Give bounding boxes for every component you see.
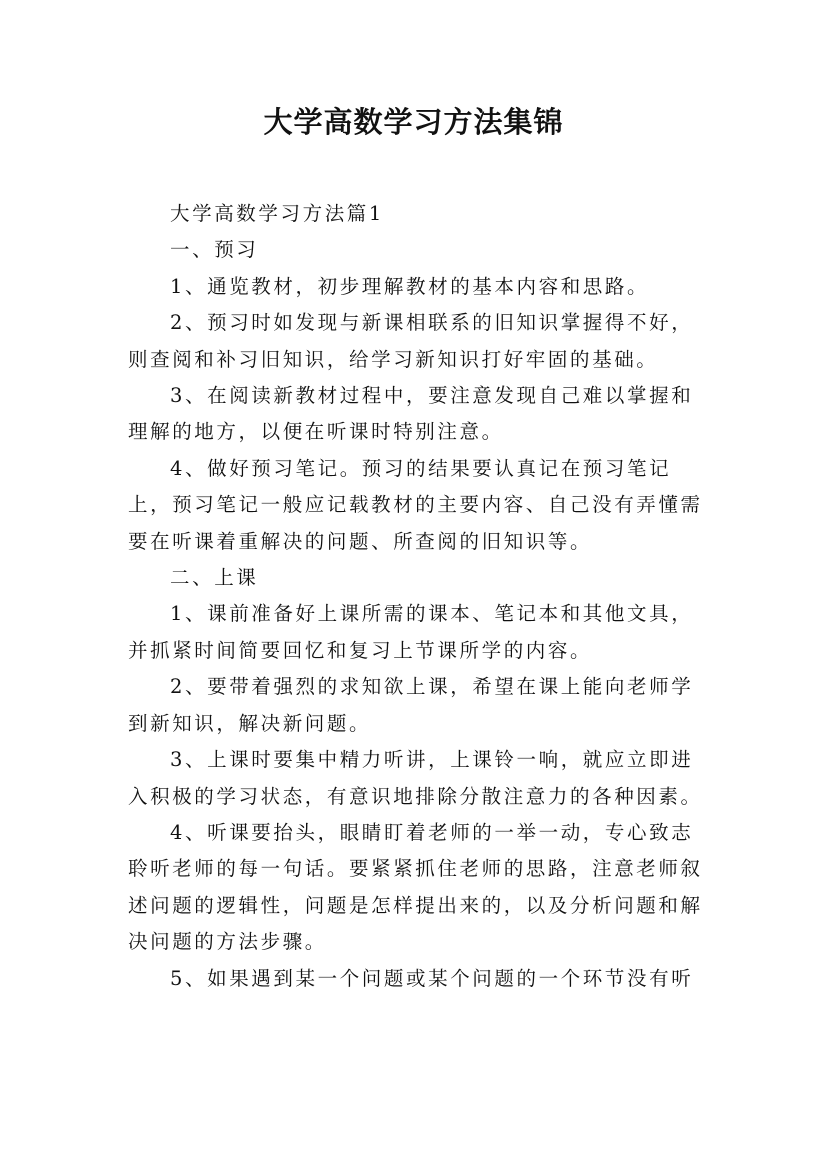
paragraph: 1、课前准备好上课所需的课本、笔记本和其他文具，并抓紧时间简要回忆和复习上节课所学的内容。 [128,602,694,662]
document-title: 大学高数学习方法集锦 [263,105,564,139]
paragraph: 2、要带着强烈的求知欲上课，希望在课上能向老师学到新知识，解决新问题。 [128,675,694,735]
paragraph: 4、听课要抬头，眼睛盯着老师的一举一动，专心致志聆听老师的每一句话。要紧紧抓住老师的思路，注意老师叙述问题的逻辑性，问题是怎样提出来的，以及分析问题和解决问题的方法步骤。 [128,820,703,954]
paragraph: 2、预习时如发现与新课相联系的旧知识掌握得不好，则查阅和补习旧知识，给学习新知识打好牢固的基础。 [128,311,694,371]
paragraph: 3、在阅读新教材过程中，要注意发现自己难以掌握和理解的地方，以便在听课时特别注意。 [128,384,694,444]
section-heading: 大学高数学习方法篇1 [170,202,384,225]
paragraph: 3、上课时要集中精力听讲，上课铃一响，就应立即进入积极的学习状态，有意识地排除分散注意力的各种因素。 [128,748,703,808]
subsection-heading: 一、预习 [170,238,259,262]
paragraph: 4、做好预习笔记。预习的结果要认真记在预习笔记上，预习笔记一般应记载教材的主要内容、自己没有弄懂需要在听课着重解决的问题、所查阅的旧知识等。 [128,456,703,553]
paragraph: 1、通览教材，初步理解教材的基本内容和思路。 [170,274,650,298]
paragraph: 5、如果遇到某一个问题或某个问题的一个环节没有听 [170,966,694,990]
document-body [128,196,712,997]
subsection-heading: 二、上课 [170,566,259,590]
